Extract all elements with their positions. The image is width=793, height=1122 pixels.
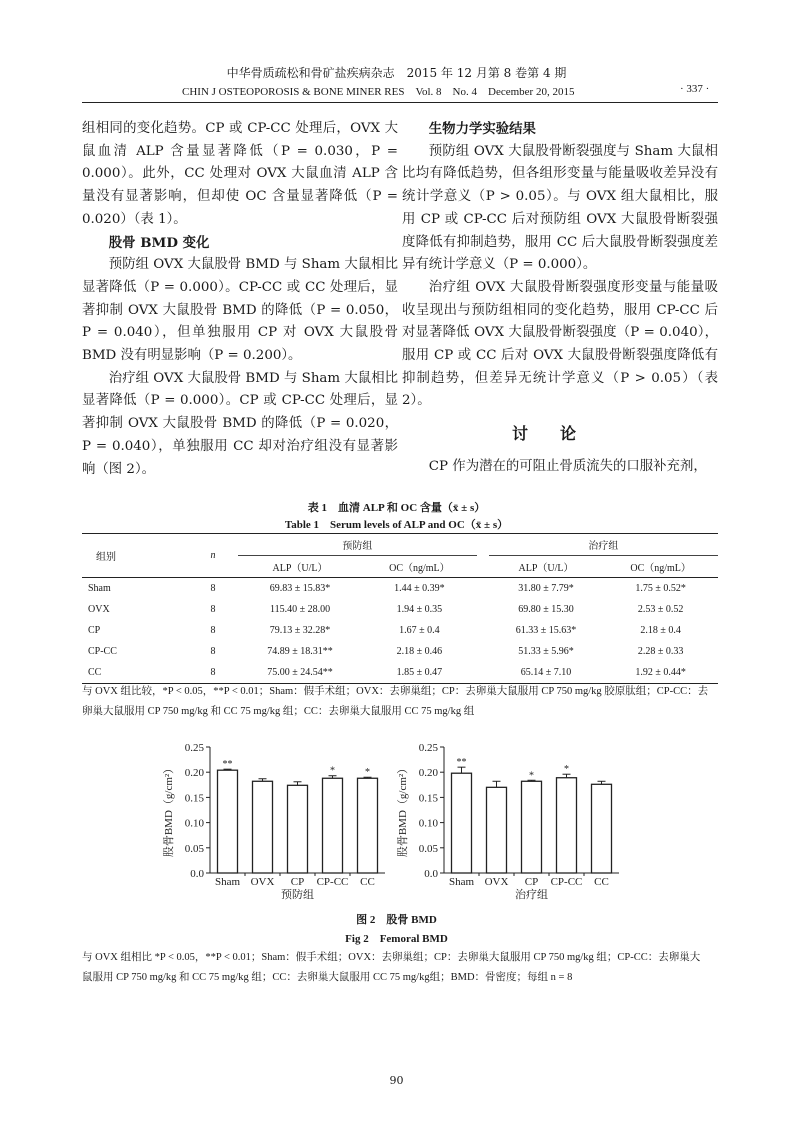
y-axis-label: 股骨BMD（g/cm²）: [163, 762, 175, 858]
chart-treat: [384, 738, 634, 903]
x-tick-label: CP-CC: [316, 876, 349, 888]
significance-mark: **: [456, 757, 467, 769]
chart-prevent: [150, 738, 400, 903]
table-title-cn: 表 1 血清 ALP 和 OC 含量（x̄ ± s）: [307, 502, 486, 514]
bar-sham: [452, 773, 472, 873]
col-n: n: [210, 550, 216, 561]
cell: 2.53 ± 0.52: [637, 604, 684, 615]
bar-cp-cc: [323, 778, 343, 873]
bar-cp: [288, 785, 308, 873]
cell: 31.80 ± 7.79*: [518, 583, 574, 594]
right-column: [402, 118, 718, 479]
row-n: 8: [210, 667, 216, 678]
y-axis-label: 股骨BMD（g/cm²）: [397, 762, 409, 858]
x-tick-label: CC: [360, 876, 375, 888]
significance-mark: **: [222, 759, 233, 771]
x-tick-label: CP: [524, 876, 539, 888]
table-row: [82, 578, 718, 600]
bar-sham: [218, 770, 238, 873]
journal-title-cn: 中华骨质疏松和骨矿盐疾病杂志 2015 年 12 月第 8 卷第 4 期: [226, 66, 567, 80]
paragraph: CP 作为潜在的可阻止骨质流失的口服补充剂，: [428, 458, 707, 474]
cell: 75.00 ± 24.54**: [267, 667, 333, 678]
y-tick-label: 0.10: [184, 817, 204, 830]
row-group: CP: [88, 625, 101, 636]
figure-title-cn: 图 2 股骨 BMD: [356, 914, 437, 926]
cell: 69.83 ± 15.83*: [269, 583, 331, 594]
paragraph: 预防组 OVX 大鼠股骨 BMD 与 Sham 大鼠相比显著降低（P = 0.000）。CP-CC 或 CC 处理后，显著抑制 OVX 大鼠股骨 BMD 的降低（P = 0.050，P = 0.040），但单独服用 CP 对 OVX 大鼠股骨 BMD 没有明显影响（P = 0.200）。: [82, 257, 398, 364]
col-group: 组别: [96, 552, 116, 563]
row-group: Sham: [88, 583, 111, 594]
bar-cp: [522, 781, 542, 873]
paragraph: 预防组 OVX 大鼠股骨断裂强度与 Sham 大鼠相比均有降低趋势，但各组形变量与能量吸收差异没有统计学意义（P > 0.05）。与 OVX 组大鼠相比，服用 CP 或 CP-CC 后对预防组 OVX 大鼠股骨断裂强度降低有抑制趋势，服用 CC 后大鼠股骨断裂强度差异有统计学意义（P = 0.000）。: [402, 143, 718, 273]
left-column: [82, 118, 398, 481]
y-tick-label: 0.15: [418, 792, 438, 805]
y-tick-label: 0.20: [418, 767, 438, 780]
significance-mark: *: [529, 770, 534, 782]
y-tick-label: 0.15: [184, 792, 204, 805]
header-rule: [82, 102, 718, 103]
row-group: OVX: [88, 604, 110, 615]
cell: 2.18 ± 0.46: [396, 646, 443, 657]
cell: 1.92 ± 0.44*: [635, 667, 686, 678]
figure-note: 与 OVX 组相比 *P < 0.05，**P < 0.01；Sham：假手术组；OVX：去卵巢组；CP：去卵巢大鼠服用 CP 750 mg/kg 组；CP-CC：去卵巢大鼠服用 CP 750 mg/kg 和 CC 75 mg/kg 组；CC：去卵巢大鼠服用 CC 75 mg/kg组；BMD：骨密度；每组 n = 8: [82, 952, 701, 983]
serum-table: [82, 533, 718, 684]
cell: 61.33 ± 15.63*: [515, 625, 577, 636]
row-n: 8: [210, 646, 216, 657]
paragraph: 治疗组 OVX 大鼠股骨 BMD 与 Sham 大鼠相比显著降低（P = 0.000）。CP 或 CP-CC 处理后，显著抑制 OVX 大鼠股骨 BMD 的降低（P = 0.020，P = 0.040），单独服用 CC 却对治疗组没有显著影响（图 2）。: [82, 370, 398, 477]
cell: 2.18 ± 0.4: [640, 625, 681, 636]
table-title-en: Table 1 Serum levels of ALP and OC（x̄ ± s）: [284, 519, 509, 531]
table-row: [82, 662, 718, 684]
row-n: 8: [210, 625, 216, 636]
footer-page-number: 90: [389, 1074, 404, 1087]
cell: 69.80 ± 15.30: [518, 604, 574, 615]
bar-cc: [358, 778, 378, 873]
cell: 74.89 ± 18.31**: [267, 646, 333, 657]
x-axis-label: 预防组: [281, 889, 314, 901]
cell: 1.67 ± 0.4: [399, 625, 440, 636]
cell: 1.94 ± 0.35: [396, 604, 443, 615]
cell: 1.85 ± 0.47: [396, 667, 443, 678]
x-tick-label: CC: [594, 876, 609, 888]
y-tick-label: 0.20: [184, 767, 204, 780]
row-n: 8: [210, 604, 216, 615]
y-tick-label: 0.25: [418, 742, 438, 754]
cell: 115.40 ± 28.00: [269, 604, 331, 615]
table-row: [82, 620, 718, 641]
x-tick-label: Sham: [448, 876, 475, 888]
y-tick-label: 0.10: [418, 817, 438, 830]
sub-header: ALP（U/L）: [272, 563, 328, 574]
y-tick-label: 0.0: [190, 868, 204, 880]
row-group: CP-CC: [88, 646, 117, 657]
cell: 65.14 ± 7.10: [520, 667, 572, 678]
cell: 2.28 ± 0.33: [637, 646, 684, 657]
section-heading: 生物力学实验结果: [428, 121, 536, 137]
significance-mark: *: [564, 764, 569, 776]
y-tick-label: 0.05: [418, 842, 438, 855]
x-tick-label: CP: [290, 876, 305, 888]
section-title: 讨论: [511, 424, 608, 444]
sub-header: OC（ng/mL）: [630, 563, 691, 574]
cell: 1.75 ± 0.52*: [635, 583, 686, 594]
paragraph: 组相同的变化趋势。CP 或 CP-CC 处理后，OVX 大鼠血清 ALP 含量显著降低（P = 0.030，P = 0.000）。此外，CC 处理对 OVX 大鼠血清 ALP 含量没有显著影响，但却使 OC 含量显著降低（P = 0.020）（表 1）。: [82, 121, 398, 227]
significance-mark: *: [365, 767, 370, 779]
group-prevent: 预防组: [238, 534, 477, 556]
x-tick-label: Sham: [214, 876, 241, 888]
journal-page-number: · 337 ·: [680, 83, 710, 95]
sub-header: OC（ng/mL）: [389, 563, 450, 574]
sub-header: ALP（U/L）: [518, 563, 574, 574]
bar-ovx: [487, 787, 507, 873]
x-tick-label: OVX: [484, 876, 509, 888]
x-tick-label: OVX: [250, 876, 275, 888]
journal-title-en: CHIN J OSTEOPOROSIS & BONE MINER RES Vol. 8 No. 4 December 20, 2015: [182, 86, 575, 98]
y-tick-label: 0.0: [424, 868, 438, 880]
cell: 79.13 ± 32.28*: [269, 625, 331, 636]
x-tick-label: CP-CC: [550, 876, 583, 888]
row-group: CC: [88, 667, 102, 678]
table-note: 与 OVX 组比较，*P < 0.05，**P < 0.01；Sham：假手术组；OVX：去卵巢组；CP：去卵巢大鼠服用 CP 750 mg/kg 胶原肽组；CP-CC：去卵巢大鼠服用 CP 750 mg/kg 和 CC 75 mg/kg 组；CC：去卵巢大鼠服用 CC 75 mg/kg 组: [82, 686, 709, 717]
x-axis-label: 治疗组: [515, 889, 548, 901]
cell: 51.33 ± 5.96*: [518, 646, 574, 657]
table-row: [82, 641, 718, 662]
row-n: 8: [210, 583, 216, 594]
table-row: [82, 599, 718, 620]
figure-title-en: Fig 2 Femoral BMD: [345, 933, 448, 945]
y-tick-label: 0.05: [184, 842, 204, 855]
paragraph: 治疗组 OVX 大鼠股骨断裂强度形变量与能量吸收呈现出与预防组相同的变化趋势，服用 CP-CC 后对显著降低 OVX 大鼠股骨断裂强度（P = 0.040），服用 CP 或 CC 后对 OVX 大鼠股骨断裂强度降低有抑制趋势，但差异无统计学意义（P > 0.05）（表 2）。: [402, 279, 718, 409]
section-heading: 股骨 BMD 变化: [108, 234, 210, 251]
cell: 1.44 ± 0.39*: [394, 583, 445, 594]
bar-cc: [592, 784, 612, 873]
y-tick-label: 0.25: [184, 742, 204, 754]
group-treat: 治疗组: [489, 534, 718, 556]
significance-mark: *: [330, 765, 335, 777]
bar-ovx: [253, 781, 273, 873]
bar-cp-cc: [557, 778, 577, 873]
